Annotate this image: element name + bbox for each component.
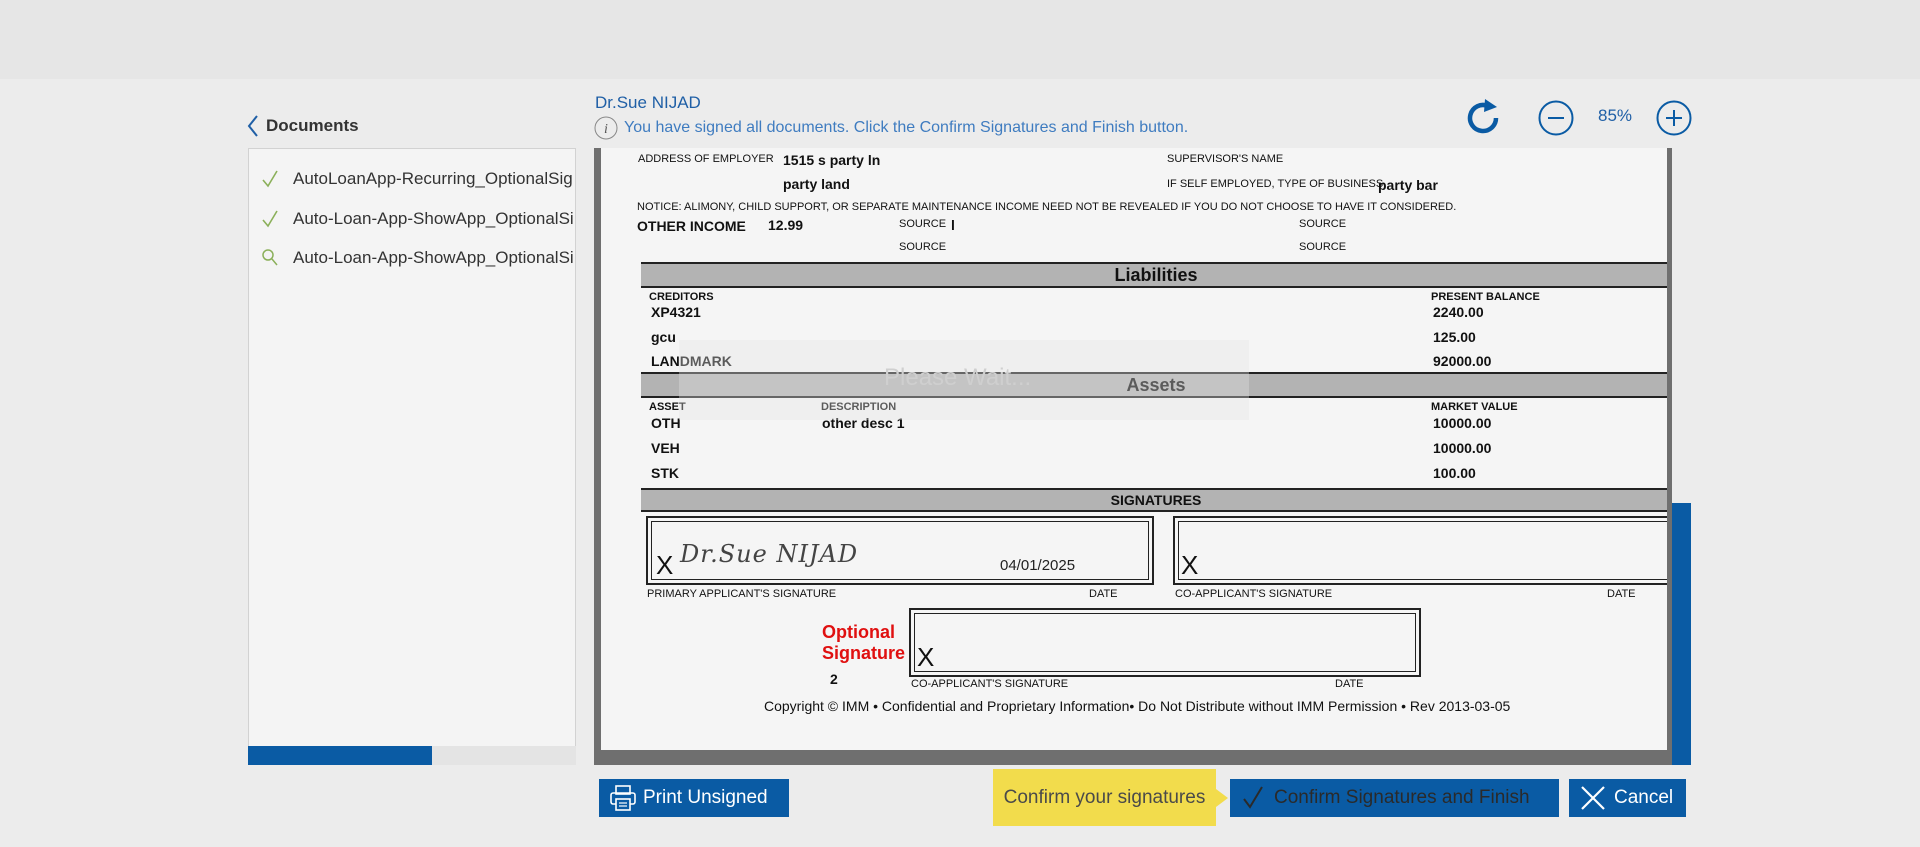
confirm-callout (993, 769, 1216, 826)
asset-value: 10000.00 (1433, 440, 1492, 456)
liability-balance: 2240.00 (1433, 304, 1484, 320)
source-label: SOURCE (899, 218, 947, 230)
primary-signature-date: 04/01/2025 (1000, 557, 1076, 574)
loading-overlay (679, 340, 1249, 420)
documents-title: Documents (266, 116, 359, 135)
check-icon (261, 169, 279, 189)
document-list (248, 148, 576, 765)
primary-signature-label: PRIMARY APPLICANT'S SIGNATURE (647, 588, 837, 600)
employer-address-label: ADDRESS OF EMPLOYER (638, 153, 774, 165)
documents-back-button[interactable] (246, 114, 359, 138)
document-item[interactable] (261, 164, 576, 194)
confirm-signatures-label: Confirm Signatures and Finish (1274, 787, 1530, 808)
signature-x-mark: X (1181, 550, 1199, 580)
svg-text:i: i (604, 122, 608, 137)
liability-balance: 92000.00 (1433, 353, 1492, 369)
close-icon (1580, 785, 1606, 811)
signature-x-mark: X (656, 550, 674, 580)
alimony-notice: NOTICE: ALIMONY, CHILD SUPPORT, OR SEPARATE MAINTENANCE INCOME NEED NOT BE REVEALED IF YOU DO NOT CHOOSE TO HAVE IT CONSIDERED. (637, 201, 1457, 213)
liability-creditor: LANDMARK (651, 353, 732, 369)
confirm-signatures-button[interactable] (1230, 779, 1559, 817)
date-label: DATE (1335, 678, 1364, 690)
optional-signature-label: Optional (822, 622, 895, 642)
print-unsigned-button[interactable] (599, 779, 789, 817)
optional-signature-number: 2 (830, 671, 838, 687)
document-item-current[interactable] (261, 243, 576, 273)
coapplicant-signature-label: CO-APPLICANT'S SIGNATURE (911, 678, 1069, 690)
asset-label: ASSET (649, 401, 686, 413)
optional-signature-label: Signature (822, 643, 906, 663)
rotate-button[interactable] (1462, 97, 1504, 144)
primary-signature-box[interactable] (646, 516, 1154, 585)
primary-signature-image: Dr.Sue NIJAD (680, 540, 859, 568)
description-label: DESCRIPTION (821, 401, 897, 413)
creditors-label: CREDITORS (649, 291, 714, 303)
info-icon (594, 116, 618, 140)
date-label: DATE (1089, 588, 1118, 600)
market-value-label: MARKET VALUE (1431, 401, 1518, 413)
self-employed-value: party bar (1378, 177, 1438, 193)
zoom-in-icon (1656, 100, 1692, 136)
zoom-out-button[interactable] (1538, 100, 1574, 141)
viewer-scrollbar[interactable] (1672, 503, 1691, 765)
asset-type: OTH (651, 415, 681, 431)
printer-icon (609, 784, 637, 812)
other-income-value: 12.99 (768, 217, 804, 233)
asset-value: 100.00 (1433, 465, 1476, 481)
copyright-text: Copyright © IMM • Confidential and Proprietary Information• Do Not Distribute without IMM Permission • Rev 2013-03-05 (764, 698, 1511, 714)
source-label: SOURCE (1299, 241, 1347, 253)
source-value: l (951, 217, 955, 233)
liability-balance: 125.00 (1433, 329, 1476, 345)
date-label: DATE (1607, 588, 1636, 600)
employer-address-line1: 1515 s party ln (783, 152, 881, 168)
asset-value: 10000.00 (1433, 415, 1492, 431)
self-employed-label: IF SELF EMPLOYED, TYPE OF BUSINESS (1167, 178, 1384, 190)
loading-text: Please Wait... (884, 364, 1032, 391)
asset-description: other desc 1 (822, 415, 905, 431)
status-message (594, 116, 1188, 140)
employer-address-line2: party land (783, 176, 850, 192)
coapplicant-signature-box[interactable] (1173, 516, 1667, 585)
signing-progress-bar (248, 746, 576, 765)
source-label: SOURCE (899, 241, 947, 253)
check-icon (261, 209, 279, 229)
document-page (601, 148, 1667, 750)
document-viewer[interactable] (594, 148, 1672, 765)
liabilities-header: Liabilities (641, 262, 1667, 288)
print-unsigned-label: Print Unsigned (643, 787, 768, 808)
optional-signature-box[interactable] (909, 608, 1421, 677)
coapplicant-signature-label: CO-APPLICANT'S SIGNATURE (1175, 588, 1333, 600)
zoom-level: 85% (1598, 106, 1633, 125)
liability-creditor: gcu (651, 329, 676, 345)
search-icon (261, 248, 279, 268)
signing-progress-fill (248, 746, 432, 765)
supervisor-label: SUPERVISOR'S NAME (1167, 153, 1284, 165)
signature-x-mark: X (917, 642, 935, 672)
asset-type: STK (651, 465, 679, 481)
cancel-button[interactable] (1569, 779, 1686, 817)
document-item-label: Auto-Loan-App-ShowApp_OptionalSi (293, 209, 574, 228)
other-income-label: OTHER INCOME (637, 218, 746, 234)
confirm-callout-text: Confirm your signatures (1003, 786, 1206, 808)
signer-name: Dr.Sue NIJAD (595, 93, 701, 112)
signatures-header: SIGNATURES (641, 488, 1667, 512)
document-item-label: AutoLoanApp-Recurring_OptionalSig (293, 169, 573, 188)
document-item[interactable] (261, 204, 576, 234)
rotate-icon (1462, 97, 1504, 139)
top-bar (0, 0, 1920, 79)
liability-creditor: XP4321 (651, 304, 701, 320)
cancel-label: Cancel (1614, 787, 1674, 808)
check-icon (1242, 785, 1264, 811)
present-balance-label: PRESENT BALANCE (1431, 291, 1540, 303)
zoom-in-button[interactable] (1656, 100, 1692, 141)
document-item-label: Auto-Loan-App-ShowApp_OptionalSi (293, 248, 574, 267)
asset-type: VEH (651, 440, 680, 456)
status-message-text: You have signed all documents. Click the Confirm Signatures and Finish button. (624, 119, 1189, 136)
assets-header: Assets (641, 372, 1667, 398)
zoom-out-icon (1538, 100, 1574, 136)
chevron-left-icon (246, 114, 260, 138)
source-label: SOURCE (1299, 218, 1347, 230)
